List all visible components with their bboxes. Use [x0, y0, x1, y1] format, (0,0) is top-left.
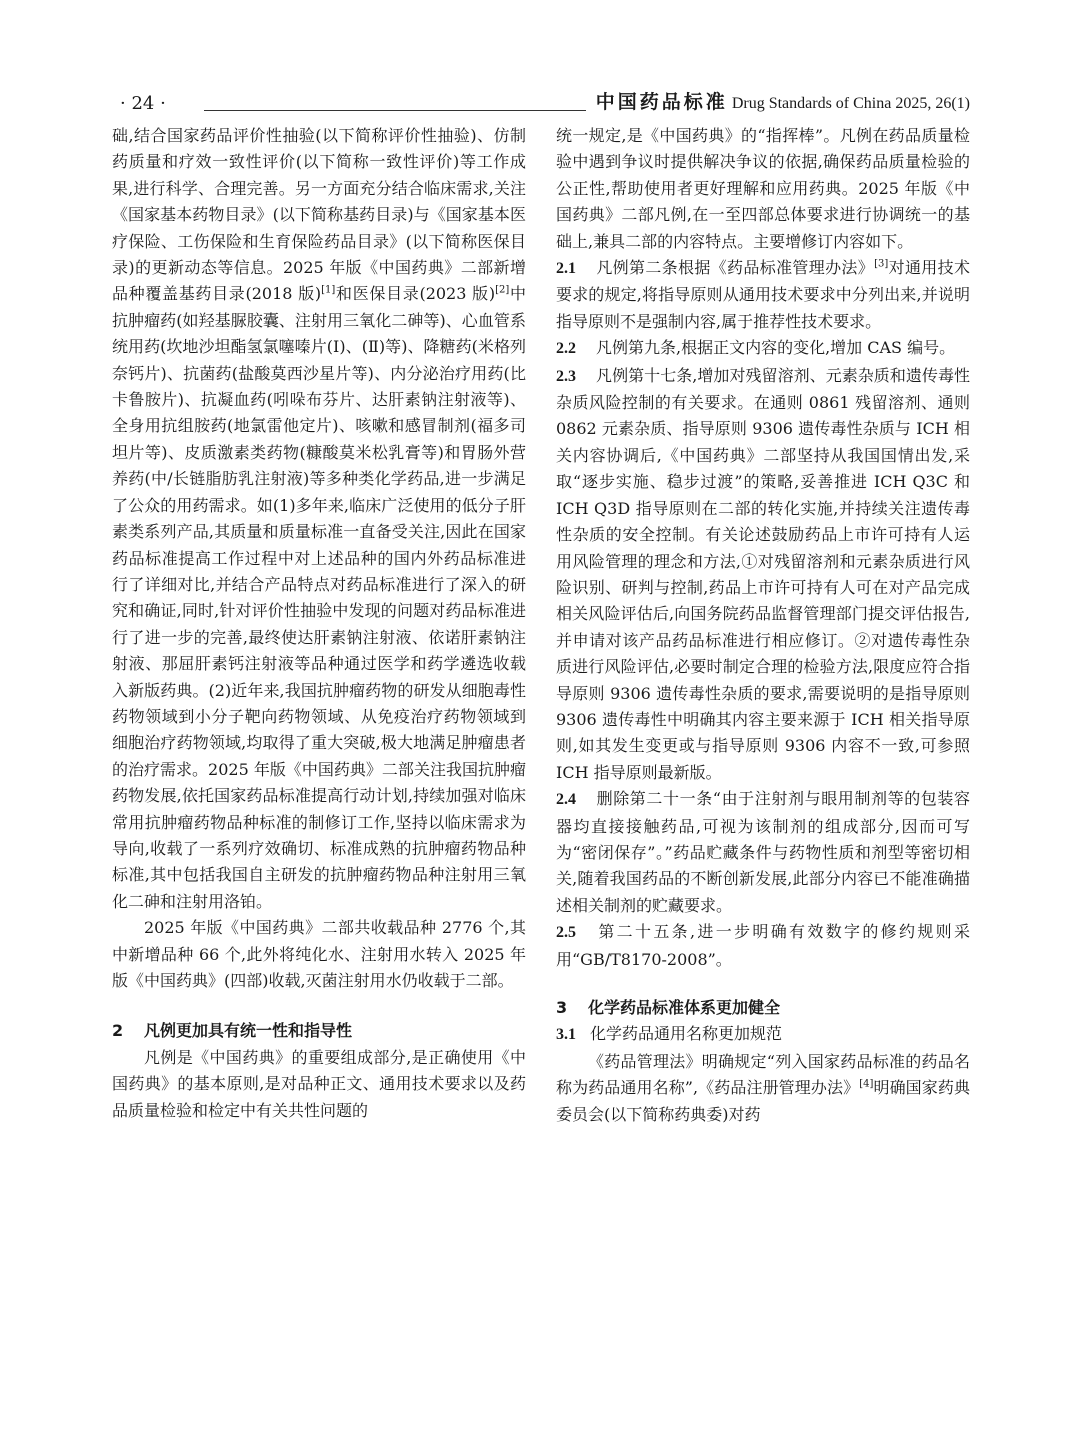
journal-title-en: Drug Standards of China 2025, 26(1)	[727, 95, 970, 112]
section-number: 3	[556, 998, 568, 1017]
journal-title-cn: 中国药品标准	[595, 91, 728, 113]
citation: [2]	[495, 285, 510, 297]
subsection-2-1: 2.1 凡例第二条根据《药品标准管理办法》[3]对通用技术要求的规定,将指导原则从通用技术要求中分列出来,并说明指导原则不是强制内容,属于推荐性技术要求。	[556, 258, 970, 331]
right-column	[556, 123, 970, 1128]
subsection-heading: 3.1 化学药品通用名称更加规范	[556, 1024, 783, 1044]
page-number: · 24 ·	[120, 93, 166, 114]
citation: [3]	[874, 258, 889, 270]
paragraph: 2025 年版《中国药典》二部共收载品种 2776 个,其中新增品种 66 个,此外将纯化水、注射用水转入 2025 年版《中国药典》(四部)收载,灭菌注射用水仍收载于二部。	[112, 918, 526, 990]
paragraph: 凡例是《中国药典》的重要组成部分,是正确使用《中国药典》的基本原则,是对品种正文、通用技术要求以及药品质量检验和检定中有关共性问题的	[112, 1047, 526, 1120]
section-title: 凡例更加具有统一性和指导性	[144, 1021, 353, 1041]
section-heading	[556, 995, 970, 1021]
subsection-title: 化学药品通用名称更加规范	[590, 1024, 783, 1044]
subsection-2-4: 2.4 删除第二十一条“由于注射剂与眼用制剂等的包装容器均直接接触药品,可视为该制剂的组成部分,因而可写为“密闭保存”。”药品贮藏条件与药物性质和剂型等密切相关,随着我国药品的不断创新发展,此部分内容已不能准确描述相关制剂的贮藏要求。	[556, 789, 970, 915]
journal-title	[586, 90, 970, 116]
subsection-2-5: 2.5 第二十五条,进一步明确有效数字的修约规则采用“GB/T8170-2008”。	[556, 922, 970, 969]
section-title: 化学药品标准体系更加健全	[588, 998, 781, 1017]
section-number: 2	[112, 1021, 124, 1041]
citation: [4]	[859, 1078, 874, 1090]
paragraph: 统一规定,是《中国药典》的“指挥棒”。凡例在药品质量检验中遇到争议时提供解决争议的依据,确保药品质量检验的公正性,帮助使用者更好理解和应用药典。2025 年版《中国药典》二部凡例,在一至四部总体要求进行协调统一的基础上,兼具二部的内容特点。主要增修订内容如下。	[556, 126, 970, 251]
subsection-2-2: 2.2 凡例第九条,根据正文内容的变化,增加 CAS 编号。	[556, 338, 956, 358]
citation: [1]	[321, 285, 336, 297]
page-header	[112, 92, 970, 118]
paragraph: 础,结合国家药品评价性抽验(以下简称评价性抽验)、仿制药质量和疗效一致性评价(以下简称一致性评价)等工作成果,进行科学、合理完善。另一方面充分结合临床需求,关注《国家基本药物目录》(以下简称基药目录)与《国家基本医疗保险、工伤保险和生育保险药品目录》(以下简称医保目录)的更新动态等信息。2025 年版《中国药典》二部新增品种覆盖基药目录(2018 版)[1]和医保目录(2023 版)[2]中抗肿瘤药(如羟基脲胶囊、注射用三氧化二砷等)、心血管系统用药(坎地沙坦酯氢氯噻嗪片(Ⅰ)、(Ⅱ)等)、降糖药(米格列奈钙片)、抗菌药(盐酸莫西沙星片等)、内分泌治疗用药(比卡鲁胺片)、抗凝血药(吲哚布芬片、达肝素钠注射液等)、全身用抗组胺药(地氯雷他定片)、咳嗽和感冒制剂(福多司坦片等)、皮质激素类药物(糠酸莫米松乳膏等)和胃肠外营养药(中/长链脂肪乳注射液)等多种类化学药品,进一步满足了公众的用药需求。如(1)多年来,临床广泛使用的低分子肝素类系列产品,其质量和质量标准一直备受关注,因此在国家药品标准提高工作过程中对上述品种的国内外药品标准进行了详细对比,并结合产品特点对药品标准进行了深入的研究和确证,同时,针对评价性抽验中发现的问题对药品标准进行了进一步的完善,最终使达肝素钠注射液、依诺肝素钠注射液、那屈肝素钙注射液等品种通过医学和药学遴选收载入新版药典。(2)近年来,我国抗肿瘤药物的研发从细胞毒性药物领域到小分子靶向药物领域、从免疫治疗药物领域到细胞治疗药物领域,均取得了重大突破,极大地满足肿瘤患者的治疗需求。2025 年版《中国药典》二部关注我国抗肿瘤药物发展,依托国家药品标准提高行动计划,持续加强对临床常用抗肿瘤药物品种标准的制修订工作,坚持以临床需求为导向,收载了一系列疗效确切、标准成熟的抗肿瘤药物品种标准,其中包括我国自主研发的抗肿瘤药物品种注射用三氧化二砷和注射用洛铂。	[112, 126, 526, 911]
paragraph: 《药品管理法》明确规定“列入国家药品标准的药品名称为药品通用名称”,《药品注册管理办法》[4]明确国家药典委员会(以下简称药典委)对药	[556, 1051, 970, 1124]
section-heading	[112, 1018, 526, 1044]
subsection-2-3: 2.3 凡例第十七条,增加对残留溶剂、元素杂质和遗传毒性杂质风险控制的有关要求。在通则 0861 残留溶剂、通则 0862 元素杂质、指导原则 9306 遗传毒性杂质与 ICH 相关内容协调后,《中国药典》二部坚持从我国国情出发,采取“逐步实施、稳步过渡”的策略,妥善推进 ICH Q3C 和 ICH Q3D 指导原则在二部的转化实施,并持续关注遗传毒性杂质的安全控制。有关论述鼓励药品上市许可持有人运用风险管理的理念和方法,①对残留溶剂和元素杂质进行风险识别、研判与控制,药品上市许可持有人可在对产品完成相关风险评估后,向国务院药品监督管理部门提交评估报告,并申请对该产品药品标准进行相应修订。②对遗传毒性杂质进行风险评估,必要时制定合理的检验方法,限度应符合指导原则 9306 遗传毒性杂质的要求,需要说明的是指导原则 9306 遗传毒性中明确其内容主要来源于 ICH 相关指导原则,如其发生变更或与指导原则 9306 内容不一致,可参照 ICH 指导原则最新版。	[556, 365, 970, 782]
left-column	[112, 123, 526, 1124]
